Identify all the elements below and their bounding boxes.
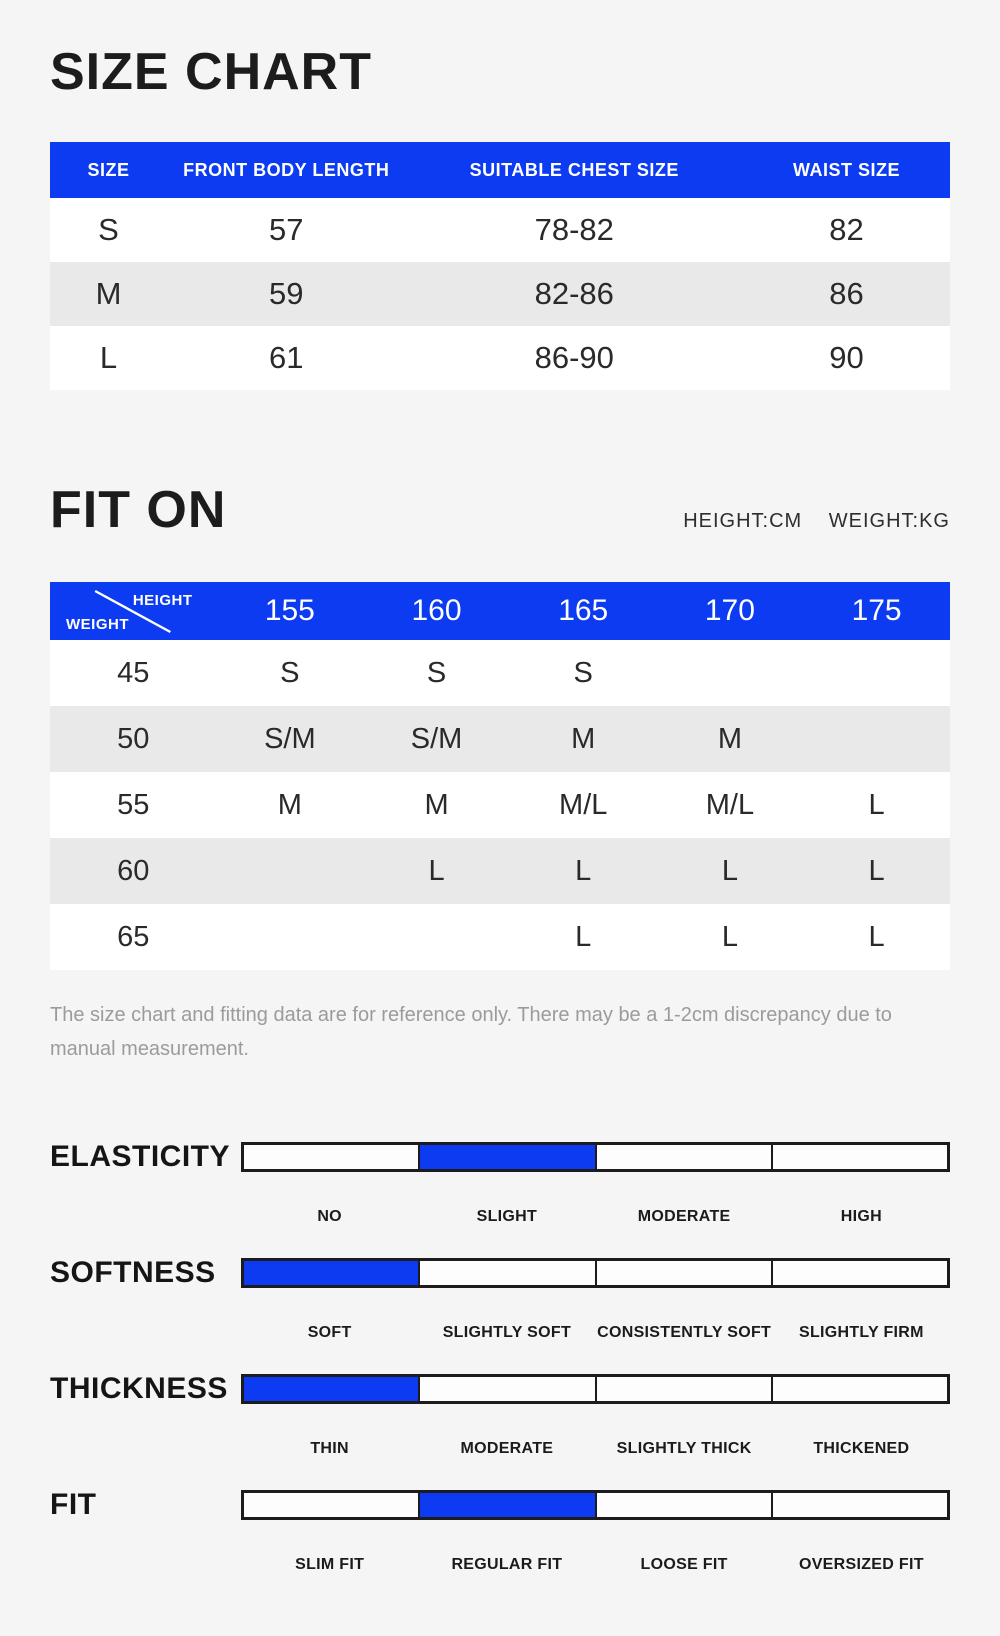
fit-size-cell: L: [428, 854, 445, 887]
fit-on-table: [50, 582, 950, 970]
fit-size-cell: [803, 706, 950, 772]
axis-height-label: HEIGHT: [132, 592, 193, 609]
level-label: LOOSE FIT: [640, 1556, 728, 1573]
thickness-label: THICKNESS: [50, 1372, 228, 1405]
height-unit-label: HEIGHT:CM: [683, 510, 803, 532]
level-segment: [244, 1493, 420, 1517]
level-segment: [420, 1493, 596, 1517]
level-label: SOFT: [307, 1324, 352, 1341]
fit-size-cell: M: [424, 788, 449, 821]
fit-size-cell: L: [868, 788, 885, 821]
table-row: [50, 640, 950, 706]
level-segment: [244, 1261, 420, 1285]
fit-on-body: [50, 640, 950, 970]
level-label: SLIGHTLY THICK: [616, 1440, 752, 1457]
level-label: OVERSIZED FIT: [798, 1556, 924, 1573]
fit-size-cell: M: [277, 788, 302, 821]
weight-value: 65: [117, 920, 150, 953]
level-segment: [773, 1493, 947, 1517]
elasticity-row: [50, 1142, 950, 1172]
weight-value: 45: [117, 656, 150, 689]
fit-size-cell: S: [573, 656, 593, 689]
size-chart-body: [50, 198, 950, 390]
level-label: NO: [317, 1208, 342, 1225]
level-segment: [244, 1377, 420, 1401]
level-segment: [244, 1145, 420, 1169]
level-segment: [420, 1261, 596, 1285]
fit-size-cell: M: [717, 722, 742, 755]
fit-on-header-row: [50, 582, 950, 640]
waist-size-value: 90: [829, 340, 864, 375]
fit-size-cell: [803, 640, 950, 706]
front-body-length-value: 61: [269, 340, 304, 375]
fit-level-labels: [241, 1556, 950, 1574]
fit-size-cell: [363, 904, 510, 970]
fabric-properties: [50, 1142, 950, 1574]
table-row: [50, 706, 950, 772]
level-label: SLIGHT: [476, 1208, 538, 1225]
level-segment: [597, 1261, 773, 1285]
level-segment: [597, 1377, 773, 1401]
level-segment: [597, 1145, 773, 1169]
fit-size-cell: S/M: [264, 722, 316, 755]
column-header-waist-size: WAIST SIZE: [792, 159, 900, 180]
size-chart-table: [50, 142, 950, 390]
level-label: MODERATE: [637, 1208, 731, 1225]
thickness-row: [50, 1374, 950, 1404]
level-label: SLIM FIT: [295, 1556, 365, 1573]
level-label: MODERATE: [460, 1440, 554, 1457]
fit-size-cell: [217, 838, 364, 904]
thickness-scale-bar: [241, 1374, 950, 1404]
chest-size-value: 86-90: [534, 340, 614, 375]
fit-label: FIT: [50, 1488, 97, 1521]
size-value: M: [95, 276, 122, 311]
weight-unit-label: WEIGHT:KG: [828, 510, 950, 532]
elasticity-level-labels: [241, 1208, 950, 1226]
thickness-level-labels: [241, 1440, 950, 1458]
axis-weight-label: WEIGHT: [66, 616, 129, 633]
size-value: S: [98, 212, 119, 247]
size-value: L: [99, 340, 118, 375]
height-column-155: 155: [264, 594, 315, 627]
weight-value: 60: [117, 854, 150, 887]
level-label: REGULAR FIT: [451, 1556, 563, 1573]
level-label: SLIGHTLY SOFT: [442, 1324, 572, 1341]
table-row: [50, 198, 950, 262]
front-body-length-value: 57: [269, 212, 304, 247]
level-label: CONSISTENTLY SOFT: [597, 1324, 772, 1341]
fit-scale-bar: [241, 1490, 950, 1520]
fit-size-cell: L: [868, 920, 885, 953]
height-column-170: 170: [704, 594, 755, 627]
level-label: SLIGHTLY FIRM: [798, 1324, 924, 1341]
fit-on-title: FIT ON: [50, 481, 227, 539]
fit-size-cell: [657, 640, 804, 706]
table-row: [50, 262, 950, 326]
fit-size-cell: [217, 904, 364, 970]
fit-size-cell: M/L: [705, 788, 755, 821]
size-chart-title: SIZE CHART: [50, 43, 372, 101]
level-label: THIN: [310, 1440, 349, 1457]
level-label: THICKENED: [813, 1440, 910, 1457]
size-chart-header-row: [50, 142, 950, 198]
softness-scale-bar: [241, 1258, 950, 1288]
softness-label: SOFTNESS: [50, 1256, 216, 1289]
measurement-disclaimer: The size chart and fitting data are for reference only. There may be a 1-2cm discrepancy due to manual measurement.: [50, 1004, 892, 1060]
fit-size-cell: M/L: [559, 788, 608, 821]
front-body-length-value: 59: [269, 276, 304, 311]
height-column-160: 160: [411, 594, 462, 627]
fit-size-cell: S: [426, 656, 447, 689]
fit-size-cell: L: [721, 854, 738, 887]
fit-size-cell: L: [721, 920, 738, 953]
elasticity-scale-bar: [241, 1142, 950, 1172]
table-row: [50, 326, 950, 390]
chest-size-value: 82-86: [534, 276, 614, 311]
units-note: [683, 510, 950, 533]
weight-value: 55: [117, 788, 150, 821]
weight-value: 50: [117, 722, 150, 755]
fit-size-cell: S/M: [410, 722, 463, 755]
level-segment: [773, 1261, 947, 1285]
softness-level-labels: [241, 1324, 950, 1342]
level-segment: [773, 1145, 947, 1169]
level-segment: [420, 1377, 596, 1401]
fit-row: [50, 1490, 950, 1520]
column-header-suitable-chest-size: SUITABLE CHEST SIZE: [469, 159, 679, 180]
fit-size-cell: L: [575, 920, 592, 953]
level-segment: [420, 1145, 596, 1169]
table-row: [50, 772, 950, 838]
column-header-size: SIZE: [87, 159, 130, 180]
fit-size-cell: S: [280, 656, 300, 689]
chest-size-value: 78-82: [534, 212, 614, 247]
elasticity-label: ELASTICITY: [50, 1140, 231, 1173]
waist-size-value: 86: [829, 276, 864, 311]
table-row: [50, 838, 950, 904]
height-weight-axis-cell: [50, 582, 217, 640]
waist-size-value: 82: [829, 212, 864, 247]
fit-on-header: [50, 481, 950, 539]
height-column-175: 175: [851, 594, 902, 627]
height-column-165: 165: [558, 594, 609, 627]
level-segment: [773, 1377, 947, 1401]
column-header-front-body-length: FRONT BODY LENGTH: [183, 159, 390, 180]
fit-size-cell: M: [571, 722, 596, 755]
table-row: [50, 904, 950, 970]
softness-row: [50, 1258, 950, 1288]
fit-size-cell: L: [868, 854, 885, 887]
fit-size-cell: L: [575, 854, 592, 887]
level-segment: [597, 1493, 773, 1517]
level-label: HIGH: [840, 1208, 882, 1225]
